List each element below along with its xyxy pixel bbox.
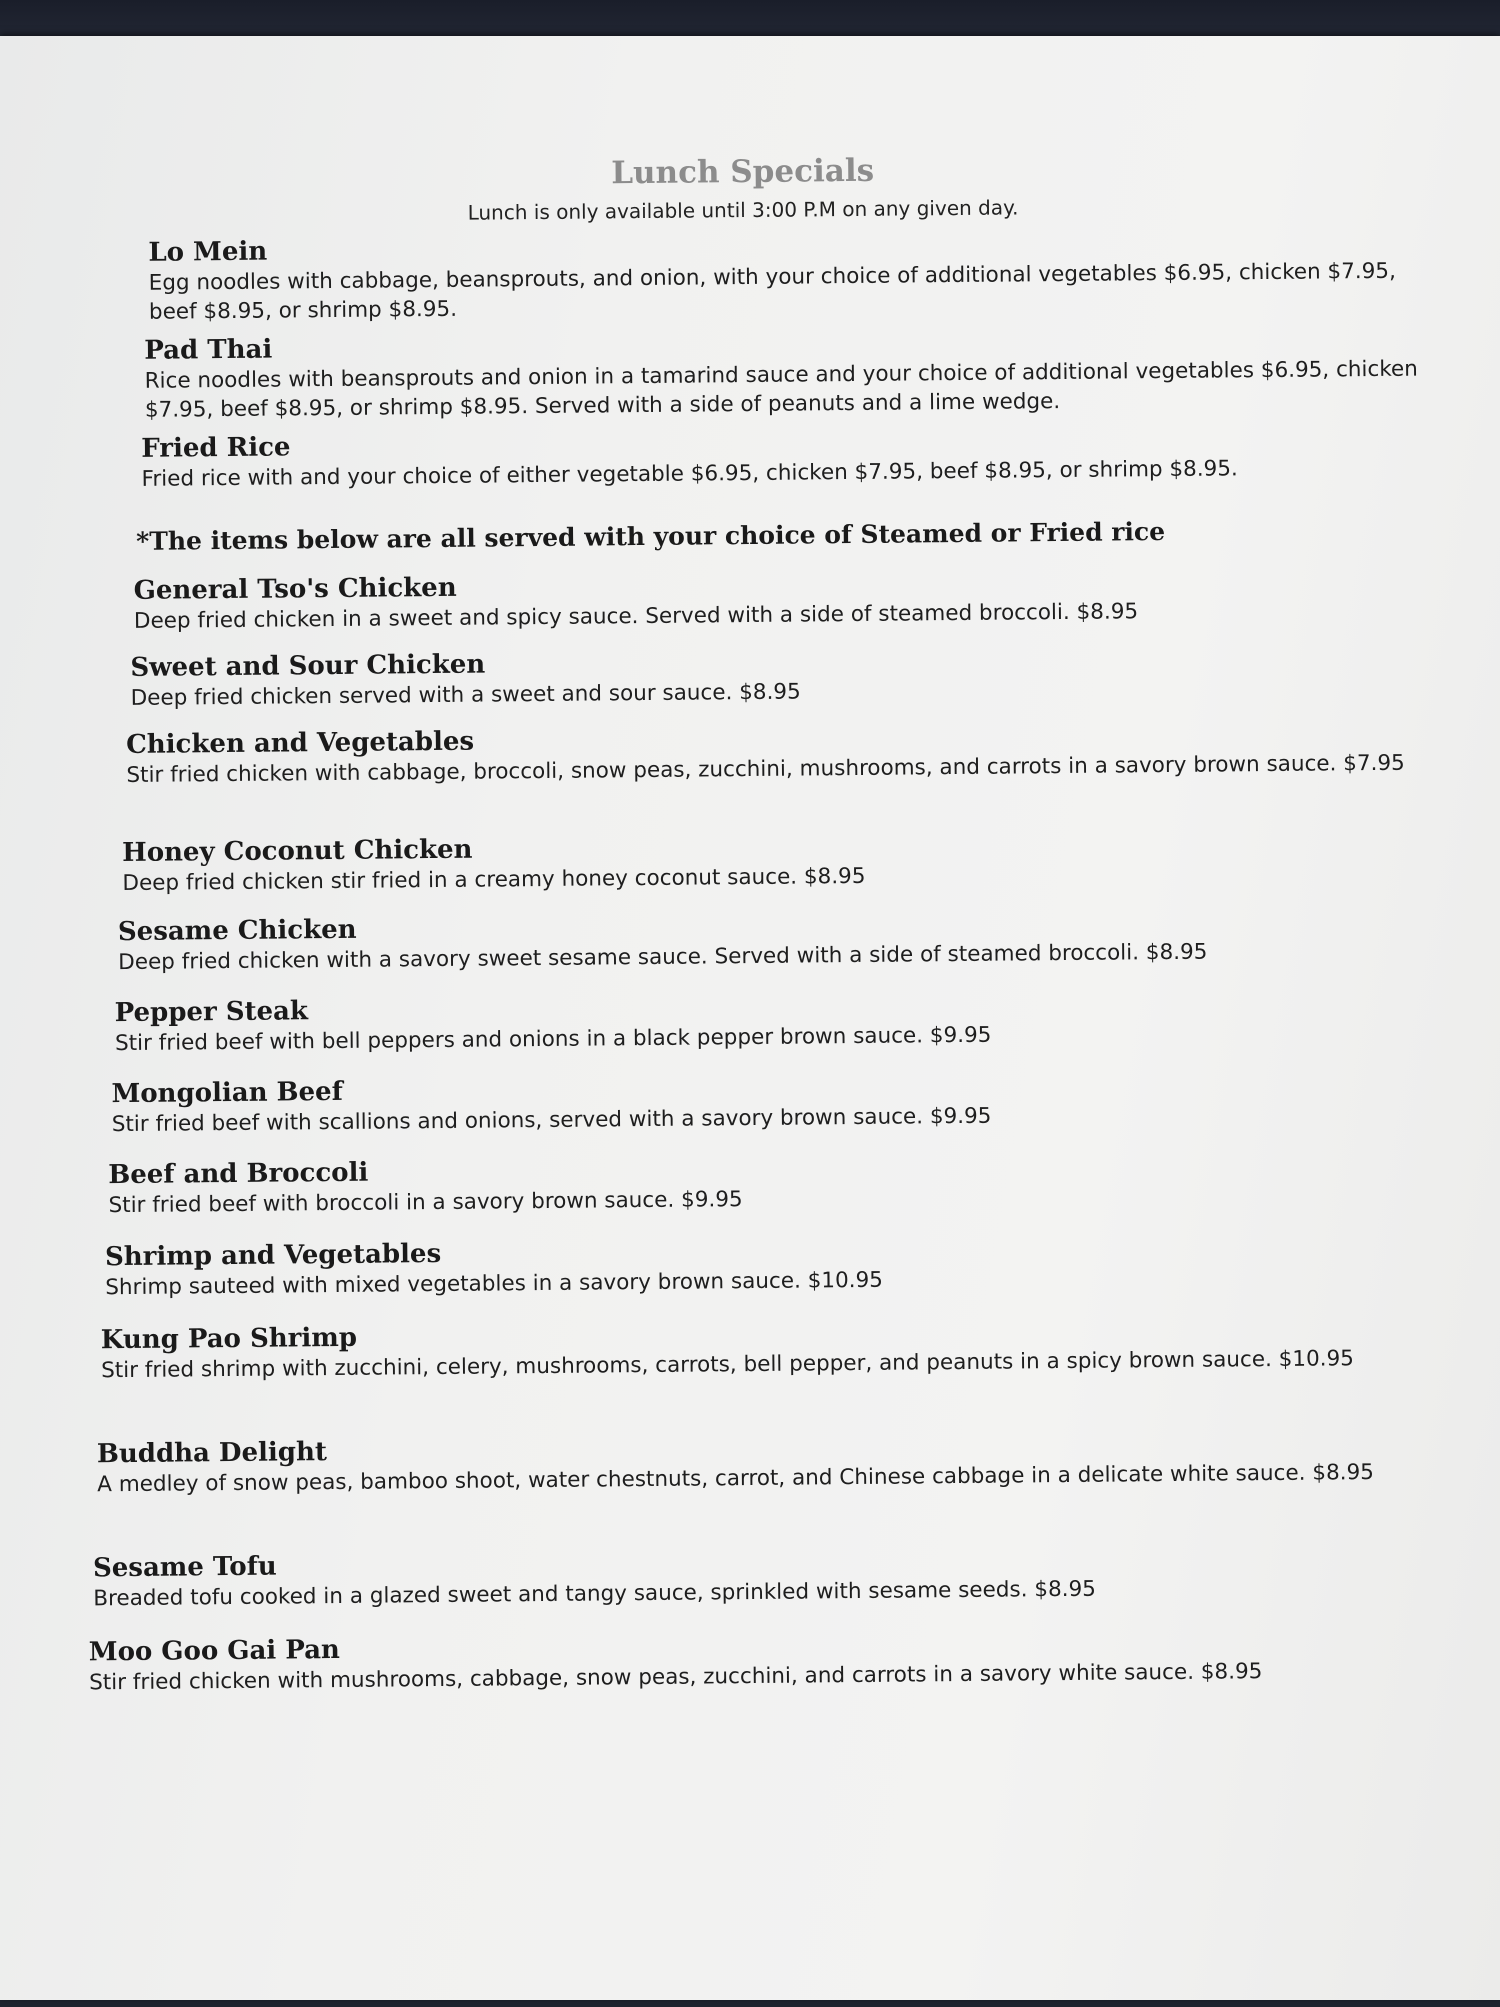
menu-item-kung-pao-shrimp (101, 1312, 1402, 1385)
item-description: Deep fried chicken served with a sweet and sour sauce. $8.95 (130, 679, 801, 711)
item-name: Fried Rice (141, 432, 291, 464)
item-name: Shrimp and Vegetables (104, 1238, 442, 1273)
item-description: Shrimp sauteed with mixed vegetables in a savory brown sauce. $10.95 (105, 1267, 884, 1301)
menu-item-mongolian-beef (111, 1066, 1412, 1139)
menu-item-general-tsos-chicken (134, 562, 1435, 635)
item-description: Stir fried shrimp with zucchini, celery, mushrooms, carrots, bell pepper, and peanuts in a spicy brown sauce. $10.95 (101, 1346, 1355, 1384)
rice-note: *The items below are all served with your choice of Steamed or Fried rice (136, 516, 1166, 556)
item-name: Sweet and Sour Chicken (130, 649, 486, 683)
item-name: Kung Pao Shrimp (100, 1322, 358, 1356)
item-description: Stir fried beef with broccoli in a savory brown sauce. $9.95 (108, 1187, 743, 1219)
item-name: Lo Mein (148, 236, 268, 268)
item-description: Deep fried chicken stir fried in a creamy honey coconut sauce. $8.95 (122, 863, 866, 897)
item-name: Sesame Chicken (117, 914, 357, 948)
menu-item-chicken-and-vegetables (126, 717, 1427, 790)
item-name: Beef and Broccoli (108, 1157, 369, 1191)
item-name: Moo Goo Gai Pan (88, 1634, 341, 1668)
item-description: Stir fried chicken with cabbage, broccoli, snow peas, zucchini, mushrooms, and carrots in a savory brown sauce. $7.95 (126, 750, 1405, 788)
menu-subtitle: Lunch is only available until 3:00 P.M on any given day. (467, 195, 1019, 225)
menu-item-pepper-steak (115, 985, 1416, 1058)
item-name: Pad Thai (144, 334, 273, 366)
menu-page (0, 36, 1500, 2000)
menu-item-sweet-and-sour-chicken (130, 639, 1431, 712)
item-description: A medley of snow peas, bamboo shoot, water chestnuts, carrot, and Chinese cabbage in a delicate white sauce. $8.95 (97, 1460, 1375, 1498)
item-name: Buddha Delight (96, 1437, 328, 1470)
item-name: Pepper Steak (114, 996, 309, 1029)
menu-item-moo-goo-gai-pan (89, 1624, 1390, 1697)
menu-item-lo-mein (148, 224, 1449, 326)
menu-sheet (0, 29, 1500, 2007)
item-name: Honey Coconut Chicken (122, 834, 473, 869)
item-name: Mongolian Beef (111, 1076, 343, 1110)
menu-item-honey-coconut-chicken (122, 825, 1423, 898)
menu-item-fried-rice (141, 420, 1442, 493)
item-description: Egg noodles with cabbage, beansprouts, and onion, with your choice of additional vegetables $6.95, chicken $7.95, beef $8.95, or shrimp $8.95. (148, 258, 1397, 325)
menu-item-shrimp-and-vegetables (105, 1229, 1406, 1302)
item-description: Breaded tofu cooked in a glazed sweet and tangy sauce, sprinkled with sesame seeds. $8.95 (93, 1576, 1097, 1612)
menu-item-pad-thai (144, 322, 1445, 424)
item-description: Deep fried chicken in a sweet and spicy sauce. Served with a side of steamed broccoli. $8.95 (133, 599, 1139, 634)
item-description: Stir fried chicken with mushrooms, cabbage, snow peas, zucchini, and carrots in a savory white sauce. $8.95 (89, 1659, 1263, 1696)
menu-item-beef-and-broccoli (108, 1147, 1409, 1220)
item-name: General Tso's Chicken (133, 572, 457, 606)
menu-title: Lunch Specials (611, 152, 875, 192)
item-description: Stir fried beef with bell peppers and onions in a black pepper brown sauce. $9.95 (114, 1022, 992, 1057)
item-description: Rice noodles with beansprouts and onion in a tamarind sauce and your choice of additional vegetables $6.95, chicken $7.95, beef $8.95, or shrimp $8.95. Served with a side of peanuts and a lime wedge. (144, 356, 1418, 423)
item-description: Stir fried beef with scallions and onions, served with a savory brown sauce. $9.95 (111, 1103, 992, 1138)
item-description: Deep fried chicken with a savory sweet sesame sauce. Served with a side of steamed broccoli. $8.95 (118, 939, 1208, 976)
menu-item-sesame-tofu (93, 1540, 1394, 1613)
menu-item-sesame-chicken (118, 904, 1419, 977)
item-name: Sesame Tofu (92, 1551, 277, 1584)
item-name: Chicken and Vegetables (125, 726, 475, 760)
menu-item-buddha-delight (97, 1426, 1398, 1499)
item-description: Fried rice with and your choice of either vegetable $6.95, chicken $7.95, beef $8.95, or shrimp $8.95. (141, 456, 1238, 492)
